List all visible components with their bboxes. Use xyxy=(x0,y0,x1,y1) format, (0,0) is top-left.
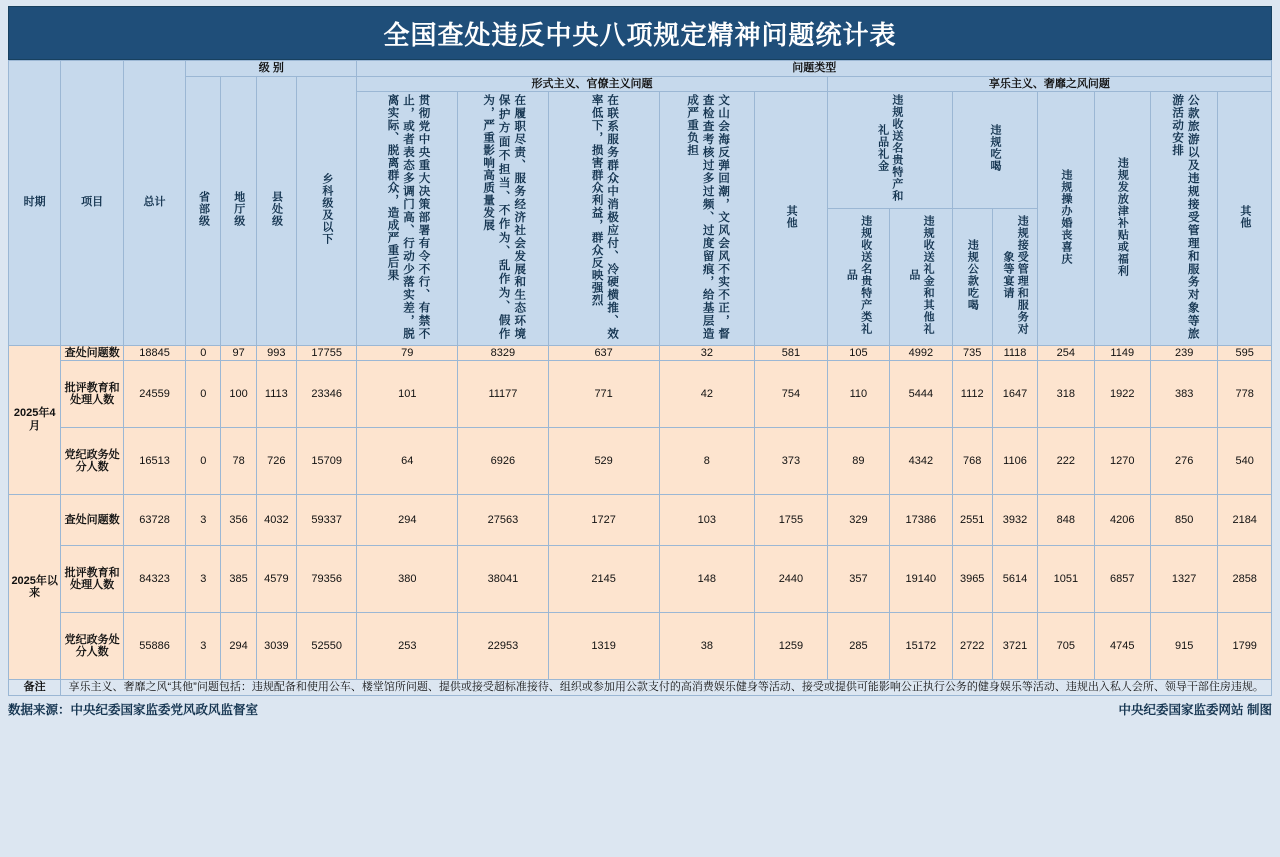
cell-gift-sub-2: 17386 xyxy=(890,495,952,546)
header-dining-sub-1 xyxy=(952,208,992,345)
cell-dining-sub-1: 3965 xyxy=(952,546,992,613)
cell-other: 540 xyxy=(1218,428,1272,495)
page-title: 全国查处违反中央八项规定精神问题统计表 xyxy=(383,20,897,51)
header-hedonism-wedding-label: 违规操办婚丧喜庆 xyxy=(1060,168,1072,265)
header-item-label: 项目 xyxy=(81,196,104,209)
cell-formalism-3: 1727 xyxy=(548,495,659,546)
cell-formalism-other: 2440 xyxy=(755,546,828,613)
header-problem-type-group: 问题类型 xyxy=(357,61,1272,77)
cell-gift-sub-2: 19140 xyxy=(890,546,952,613)
header-formalism-col-other-label: 其他 xyxy=(785,204,798,229)
header-formalism-col-1 xyxy=(357,92,458,345)
header-formalism-col-3 xyxy=(548,92,659,345)
header-gift-sub-1 xyxy=(827,208,889,345)
cell-dining-sub-2: 3721 xyxy=(992,613,1037,680)
header-hedonism-travel xyxy=(1150,92,1217,345)
header-hedonism-allowance-label: 违规发放津补贴或福利 xyxy=(1116,156,1129,277)
cell-level-township: 15709 xyxy=(296,428,356,495)
cell-wedding: 848 xyxy=(1038,495,1094,546)
note-label: 备注 xyxy=(9,680,61,696)
cell-wedding: 705 xyxy=(1038,613,1094,680)
cell-level-township: 52550 xyxy=(296,613,356,680)
statistics-table xyxy=(8,60,1272,696)
table-row xyxy=(9,361,1272,428)
header-level-county-label: 县处级 xyxy=(270,190,283,227)
cell-level-prefecture: 78 xyxy=(221,428,256,495)
cell-level-prefecture: 385 xyxy=(221,546,256,613)
cell-formalism-1: 101 xyxy=(357,361,458,428)
cell-formalism-3: 2145 xyxy=(548,546,659,613)
cell-level-prefecture: 356 xyxy=(221,495,256,546)
cell-formalism-2: 6926 xyxy=(458,428,549,495)
cell-formalism-4: 32 xyxy=(659,345,755,361)
cell-level-province: 0 xyxy=(186,361,221,428)
table-row xyxy=(9,613,1272,680)
header-gift-sub-2-label: 违规收送礼金和其他礼品 xyxy=(907,214,935,335)
cell-gift-sub-2: 15172 xyxy=(890,613,952,680)
cell-dining-sub-2: 1647 xyxy=(992,361,1037,428)
header-total-label: 总计 xyxy=(143,196,166,209)
cell-level-province: 0 xyxy=(186,428,221,495)
cell-dining-sub-2: 1106 xyxy=(992,428,1037,495)
header-row-subgroup xyxy=(9,76,1272,92)
table-row xyxy=(9,495,1272,546)
cell-level-prefecture: 97 xyxy=(221,345,256,361)
cell-dining-sub-2: 3932 xyxy=(992,495,1037,546)
cell-gift-sub-1: 329 xyxy=(827,495,889,546)
cell-other: 1799 xyxy=(1218,613,1272,680)
header-hedonism-other-label: 其他 xyxy=(1238,204,1251,229)
note-text: 享乐主义、奢靡之风“其他”问题包括：违规配备和使用公车、楼堂馆所问题、提供或接受超标准接待、组织或参加用公款支付的高消费娱乐健身等活动、接受或提供可能影响公正执行公务的健身娱乐等活动、违规出入私人会所、领导干部住房违规。 xyxy=(61,680,1272,696)
header-level-province-label: 省部级 xyxy=(197,190,210,227)
table-row xyxy=(9,345,1272,361)
cell-level-township: 17755 xyxy=(296,345,356,361)
cell-level-county: 4032 xyxy=(256,495,296,546)
cell-dining-sub-1: 1112 xyxy=(952,361,992,428)
table-row xyxy=(9,428,1272,495)
header-level-county xyxy=(256,76,296,345)
cell-level-township: 23346 xyxy=(296,361,356,428)
header-level-province xyxy=(186,76,221,345)
cell-travel: 850 xyxy=(1150,495,1217,546)
cell-formalism-2: 38041 xyxy=(458,546,549,613)
cell-gift-sub-2: 4342 xyxy=(890,428,952,495)
cell-formalism-other: 581 xyxy=(755,345,828,361)
header-hedonism-travel-label: 公款旅游以及违规接受管理和服务对象等旅游活动安排 xyxy=(1171,93,1199,340)
cell-formalism-4: 38 xyxy=(659,613,755,680)
cell-total: 55886 xyxy=(123,613,185,680)
cell-dining-sub-1: 2551 xyxy=(952,495,992,546)
header-formalism-col-2-label: 在履职尽责、服务经济社会发展和生态环境保护方面不担当、不作为、乱作为、假作为，严重影响高质量发展 xyxy=(482,93,526,340)
cell-travel: 383 xyxy=(1150,361,1217,428)
cell-gift-sub-2: 5444 xyxy=(890,361,952,428)
cell-dining-sub-1: 2722 xyxy=(952,613,992,680)
cell-travel: 239 xyxy=(1150,345,1217,361)
header-formalism-col-1-label: 贯彻党中央重大决策部署有令不行、有禁不止，或者表态多调门高、行动少落实差，脱离实际、脱离群众，造成严重后果 xyxy=(386,93,430,340)
cell-level-county: 726 xyxy=(256,428,296,495)
note-row xyxy=(9,680,1272,696)
page-title-bar xyxy=(8,6,1272,60)
cell-formalism-other: 1755 xyxy=(755,495,828,546)
header-hedonism-dining-label: 违规吃喝 xyxy=(989,124,1001,173)
header-period-label: 时期 xyxy=(23,196,46,209)
cell-level-prefecture: 294 xyxy=(221,613,256,680)
header-hedonism-other xyxy=(1218,92,1272,345)
cell-formalism-other: 373 xyxy=(755,428,828,495)
header-gift-sub-1-label: 违规收送名贵特产类礼品 xyxy=(845,214,872,335)
cell-level-province: 3 xyxy=(186,613,221,680)
header-dining-sub-2 xyxy=(992,208,1037,345)
statistics-page xyxy=(0,6,1280,857)
header-formalism-col-3-label: 在联系服务群众中消极应付、冷硬横推、效率低下，损害群众利益，群众反映强烈 xyxy=(590,93,619,340)
cell-level-province: 3 xyxy=(186,495,221,546)
cell-formalism-1: 253 xyxy=(357,613,458,680)
cell-total: 63728 xyxy=(123,495,185,546)
cell-total: 16513 xyxy=(123,428,185,495)
header-level-township xyxy=(296,76,356,345)
cell-formalism-other: 1259 xyxy=(755,613,828,680)
header-hedonism-gift-label: 违规收送名贵特产和礼品礼金 xyxy=(876,94,903,203)
header-level-prefecture-label: 地厅级 xyxy=(232,190,245,227)
cell-level-township: 79356 xyxy=(296,546,356,613)
cell-dining-sub-2: 5614 xyxy=(992,546,1037,613)
cell-total: 24559 xyxy=(123,361,185,428)
period-label-2: 2025年以来 xyxy=(9,495,61,680)
cell-formalism-1: 64 xyxy=(357,428,458,495)
row-label: 党纪政务处分人数 xyxy=(61,613,123,680)
cell-allowance: 6857 xyxy=(1094,546,1150,613)
cell-total: 18845 xyxy=(123,345,185,361)
cell-travel: 1327 xyxy=(1150,546,1217,613)
cell-dining-sub-1: 768 xyxy=(952,428,992,495)
cell-wedding: 222 xyxy=(1038,428,1094,495)
cell-level-township: 59337 xyxy=(296,495,356,546)
row-label: 查处问题数 xyxy=(61,495,123,546)
header-gift-sub-2 xyxy=(890,208,952,345)
cell-other: 2858 xyxy=(1218,546,1272,613)
cell-allowance: 1149 xyxy=(1094,345,1150,361)
cell-gift-sub-1: 105 xyxy=(827,345,889,361)
row-label: 党纪政务处分人数 xyxy=(61,428,123,495)
cell-formalism-2: 8329 xyxy=(458,345,549,361)
footer-source: 数据来源：中央纪委国家监委党风政风监督室 xyxy=(8,702,259,717)
footer xyxy=(8,700,1272,718)
header-total xyxy=(123,61,185,346)
row-label: 批评教育和处理人数 xyxy=(61,546,123,613)
header-dining-sub-1-label: 违规公款吃喝 xyxy=(966,238,979,311)
cell-allowance: 4206 xyxy=(1094,495,1150,546)
cell-level-county: 1113 xyxy=(256,361,296,428)
cell-formalism-4: 8 xyxy=(659,428,755,495)
cell-allowance: 1922 xyxy=(1094,361,1150,428)
cell-other: 2184 xyxy=(1218,495,1272,546)
cell-formalism-other: 754 xyxy=(755,361,828,428)
footer-credit: 中央纪委国家监委网站 制图 xyxy=(1118,702,1272,717)
header-level-group: 级 别 xyxy=(186,61,357,77)
header-hedonism-wedding xyxy=(1038,92,1094,345)
cell-travel: 915 xyxy=(1150,613,1217,680)
header-hedonism-dining xyxy=(952,92,1038,209)
cell-dining-sub-1: 735 xyxy=(952,345,992,361)
header-level-prefecture xyxy=(221,76,256,345)
cell-other: 778 xyxy=(1218,361,1272,428)
cell-dining-sub-2: 1118 xyxy=(992,345,1037,361)
cell-formalism-2: 27563 xyxy=(458,495,549,546)
cell-gift-sub-1: 285 xyxy=(827,613,889,680)
cell-level-county: 993 xyxy=(256,345,296,361)
header-dining-sub-2-label: 违规接受管理和服务对象等宴请 xyxy=(1002,214,1029,335)
cell-formalism-1: 380 xyxy=(357,546,458,613)
header-period xyxy=(9,61,61,346)
cell-level-province: 0 xyxy=(186,345,221,361)
cell-level-county: 4579 xyxy=(256,546,296,613)
cell-gift-sub-1: 89 xyxy=(827,428,889,495)
cell-total: 84323 xyxy=(123,546,185,613)
cell-formalism-2: 22953 xyxy=(458,613,549,680)
header-formalism-col-4-label: 文山会海反弹回潮，文风会风不实不正，督查检查考核过多过频、过度留痕，给基层造成严重负担 xyxy=(686,93,730,340)
header-formalism-col-2 xyxy=(458,92,549,345)
cell-formalism-2: 11177 xyxy=(458,361,549,428)
cell-allowance: 1270 xyxy=(1094,428,1150,495)
cell-wedding: 318 xyxy=(1038,361,1094,428)
cell-wedding: 254 xyxy=(1038,345,1094,361)
cell-formalism-3: 771 xyxy=(548,361,659,428)
cell-other: 595 xyxy=(1218,345,1272,361)
cell-wedding: 1051 xyxy=(1038,546,1094,613)
cell-formalism-3: 1319 xyxy=(548,613,659,680)
cell-level-county: 3039 xyxy=(256,613,296,680)
header-level-township-label: 乡科级及以下 xyxy=(320,172,333,245)
cell-formalism-4: 103 xyxy=(659,495,755,546)
row-label: 批评教育和处理人数 xyxy=(61,361,123,428)
header-hedonism-allowance xyxy=(1094,92,1150,345)
cell-formalism-1: 79 xyxy=(357,345,458,361)
cell-formalism-4: 148 xyxy=(659,546,755,613)
cell-formalism-4: 42 xyxy=(659,361,755,428)
cell-formalism-3: 529 xyxy=(548,428,659,495)
cell-formalism-3: 637 xyxy=(548,345,659,361)
cell-travel: 276 xyxy=(1150,428,1217,495)
header-formalism-col-4 xyxy=(659,92,755,345)
cell-allowance: 4745 xyxy=(1094,613,1150,680)
period-label-1: 2025年4月 xyxy=(9,345,61,495)
header-hedonism-group: 享乐主义、奢靡之风问题 xyxy=(827,76,1271,92)
cell-gift-sub-1: 110 xyxy=(827,361,889,428)
header-item xyxy=(61,61,123,346)
table-row xyxy=(9,546,1272,613)
row-label: 查处问题数 xyxy=(61,345,123,361)
cell-gift-sub-1: 357 xyxy=(827,546,889,613)
header-formalism-group: 形式主义、官僚主义问题 xyxy=(357,76,827,92)
cell-gift-sub-2: 4992 xyxy=(890,345,952,361)
header-formalism-col-other xyxy=(755,92,828,345)
header-row-group xyxy=(9,61,1272,77)
cell-level-prefecture: 100 xyxy=(221,361,256,428)
header-hedonism-gift xyxy=(827,92,952,209)
cell-level-province: 3 xyxy=(186,546,221,613)
cell-formalism-1: 294 xyxy=(357,495,458,546)
